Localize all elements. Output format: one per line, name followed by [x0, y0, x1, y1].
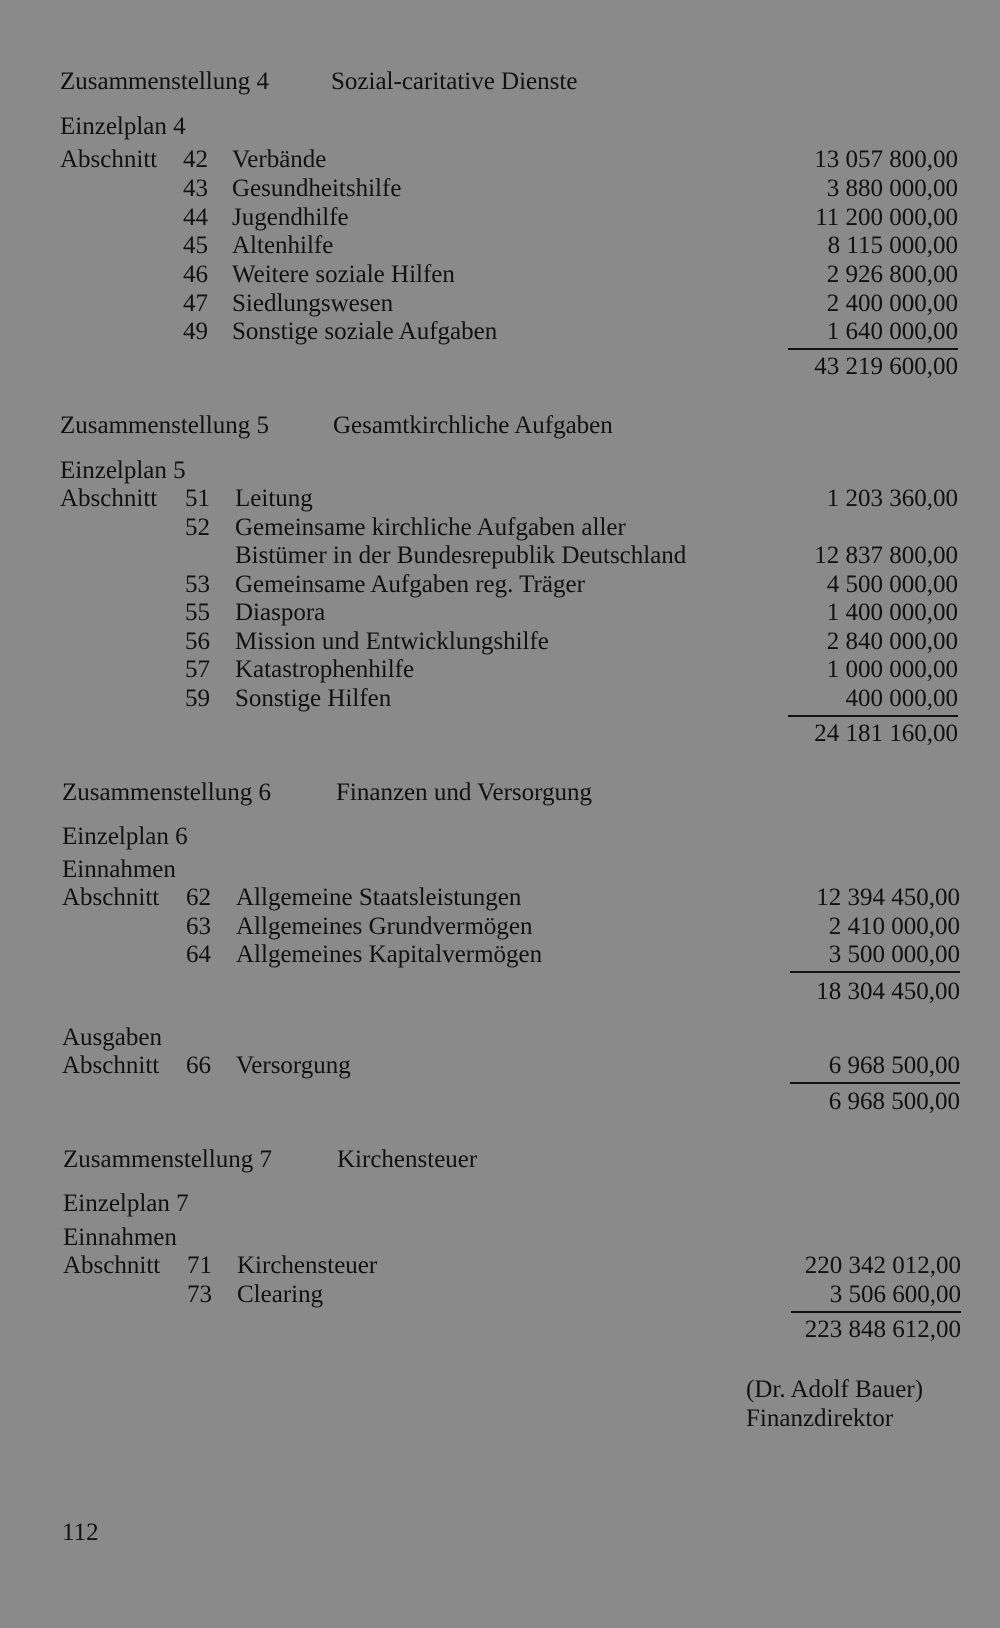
- abschnitt-label: Abschnitt: [62, 884, 160, 911]
- row-description: Sonstige soziale Aufgaben: [232, 318, 498, 345]
- table-row: [0, 1051, 1000, 1081]
- row-number: 66: [186, 1052, 211, 1079]
- row-amount: 3 880 000,00: [826, 175, 958, 202]
- row-description: Gesundheitshilfe: [232, 175, 402, 202]
- section-5-heading-title: Gesamtkirchliche Aufgaben: [333, 412, 613, 439]
- row-number: 73: [187, 1281, 212, 1308]
- row-amount: 12 837 800,00: [814, 542, 958, 569]
- table-row: [0, 260, 1000, 290]
- row-amount: 11 200 000,00: [815, 204, 958, 231]
- row-amount: 2 926 800,00: [826, 261, 958, 288]
- section-total: 18 304 450,00: [816, 978, 960, 1005]
- row-number: 62: [186, 884, 211, 911]
- row-description: Sonstige Hilfen: [235, 685, 392, 712]
- row-description: Diaspora: [235, 599, 326, 626]
- section-7-heading-label: Zusammenstellung 7: [63, 1146, 272, 1173]
- row-number: 44: [183, 204, 208, 231]
- page-number: 112: [62, 1519, 99, 1546]
- row-description: Allgemeines Kapitalvermögen: [236, 941, 543, 968]
- section-7-heading-title: Kirchensteuer: [337, 1146, 478, 1173]
- section-6-heading: [0, 778, 1000, 808]
- abschnitt-label: Abschnitt: [60, 485, 158, 512]
- row-amount: 3 506 600,00: [829, 1281, 961, 1308]
- section-7-total-row: [0, 1315, 1000, 1345]
- row-amount: 6 968 500,00: [828, 1052, 960, 1079]
- section-4-einzelplan: [0, 112, 1000, 142]
- einnahmen-label: Einnahmen: [62, 856, 176, 883]
- row-amount: 2 840 000,00: [826, 628, 958, 655]
- row-number: 63: [186, 913, 211, 940]
- row-amount: 2 410 000,00: [828, 913, 960, 940]
- row-number: 53: [185, 571, 210, 598]
- section-7-heading: [0, 1145, 1000, 1175]
- section-7-einnahmen: [0, 1223, 1000, 1253]
- row-number: 52: [185, 514, 210, 541]
- row-description: Katastrophenhilfe: [235, 656, 415, 683]
- table-row: [0, 484, 1000, 514]
- table-row: [0, 1251, 1000, 1281]
- row-description: Versorgung: [236, 1052, 351, 1079]
- abschnitt-label: Abschnitt: [62, 1052, 160, 1079]
- table-row: [0, 1280, 1000, 1310]
- section-4-heading-title: Sozial-caritative Dienste: [331, 68, 578, 95]
- table-row: [0, 912, 1000, 942]
- row-number: 59: [185, 685, 210, 712]
- row-number: 64: [186, 941, 211, 968]
- section-6-einnahmen: [0, 855, 1000, 885]
- row-number: 55: [185, 599, 210, 626]
- section-4-total-row: [0, 352, 1000, 382]
- table-row: [0, 317, 1000, 347]
- einzelplan-label: Einzelplan 6: [62, 823, 188, 850]
- row-amount: 8 115 000,00: [827, 232, 958, 259]
- einzelplan-label: Einzelplan 5: [60, 457, 186, 484]
- table-row: [0, 145, 1000, 175]
- abschnitt-label: Abschnitt: [60, 146, 158, 173]
- section-5-heading: [0, 411, 1000, 441]
- row-amount: 400 000,00: [845, 685, 958, 712]
- section-6-ausgaben: [0, 1023, 1000, 1053]
- section-4-heading-label: Zusammenstellung 4: [60, 68, 269, 95]
- row-amount: 2 400 000,00: [826, 290, 958, 317]
- einzelplan-label: Einzelplan 4: [60, 113, 186, 140]
- section-total: 24 181 160,00: [814, 720, 958, 747]
- section-6-heading-title: Finanzen und Versorgung: [336, 779, 592, 806]
- row-description: Kirchensteuer: [237, 1252, 378, 1279]
- row-number: 56: [185, 628, 210, 655]
- table-row: [0, 883, 1000, 913]
- table-row: [0, 940, 1000, 970]
- row-amount: 220 342 012,00: [804, 1252, 961, 1279]
- section-5-einzelplan: [0, 456, 1000, 486]
- table-row: [0, 513, 1000, 543]
- row-amount: 12 394 450,00: [816, 884, 960, 911]
- section-5-heading-label: Zusammenstellung 5: [60, 412, 269, 439]
- abschnitt-label: Abschnitt: [63, 1252, 161, 1279]
- row-description: Jugendhilfe: [232, 204, 349, 231]
- row-description: Clearing: [237, 1281, 324, 1308]
- signature-title: Finanzdirektor: [746, 1405, 894, 1432]
- row-number: 43: [183, 175, 208, 202]
- row-amount: 13 057 800,00: [814, 146, 958, 173]
- row-number: 45: [183, 232, 208, 259]
- row-number: 46: [183, 261, 208, 288]
- section-6-einzelplan: [0, 822, 1000, 852]
- row-description-continued: Bistümer in der Bundesrepublik Deutschland: [235, 542, 687, 569]
- einnahmen-label: Einnahmen: [63, 1224, 177, 1251]
- row-description: Leitung: [235, 485, 313, 512]
- row-description: Altenhilfe: [232, 232, 334, 259]
- row-amount: 4 500 000,00: [826, 571, 958, 598]
- row-description: Mission und Entwicklungshilfe: [235, 628, 549, 655]
- table-row: [0, 570, 1000, 600]
- table-row: [0, 289, 1000, 319]
- section-total: 43 219 600,00: [814, 353, 958, 380]
- ausgaben-label: Ausgaben: [62, 1024, 162, 1051]
- table-row: [0, 627, 1000, 657]
- row-amount: 3 500 000,00: [828, 941, 960, 968]
- row-amount: 1 203 360,00: [826, 485, 958, 512]
- section-4-heading: [0, 67, 1000, 97]
- row-description: Gemeinsame Aufgaben reg. Träger: [235, 571, 585, 598]
- row-number: 42: [183, 146, 208, 173]
- row-description: Allgemeines Grundvermögen: [236, 913, 533, 940]
- row-description: Gemeinsame kirchliche Aufgaben aller: [235, 514, 626, 541]
- row-number: 57: [185, 656, 210, 683]
- row-description: Allgemeine Staatsleistungen: [236, 884, 522, 911]
- row-number: 51: [185, 485, 210, 512]
- row-description: Verbände: [232, 146, 327, 173]
- table-row: [0, 655, 1000, 685]
- section-5-total-row: [0, 719, 1000, 749]
- row-number: 71: [187, 1252, 212, 1279]
- row-number: 47: [183, 290, 208, 317]
- table-row: [0, 174, 1000, 204]
- section-6-einnahmen-total-row: [0, 977, 1000, 1007]
- table-row: [0, 231, 1000, 261]
- row-amount: 1 400 000,00: [826, 599, 958, 626]
- section-6-heading-label: Zusammenstellung 6: [62, 779, 271, 806]
- row-description: Weitere soziale Hilfen: [232, 261, 455, 288]
- row-number: 49: [183, 318, 208, 345]
- row-amount: 1 640 000,00: [826, 318, 958, 345]
- table-row: [0, 684, 1000, 714]
- signature-name: (Dr. Adolf Bauer): [746, 1376, 924, 1403]
- einzelplan-label: Einzelplan 7: [63, 1190, 189, 1217]
- section-7-einzelplan: [0, 1189, 1000, 1219]
- section-total: 223 848 612,00: [804, 1316, 961, 1343]
- row-amount: 1 000 000,00: [826, 656, 958, 683]
- row-description: Siedlungswesen: [232, 290, 394, 317]
- table-row-continuation: [0, 541, 1000, 571]
- section-6-ausgaben-total-row: [0, 1087, 1000, 1117]
- section-total: 6 968 500,00: [828, 1088, 960, 1115]
- table-row: [0, 598, 1000, 628]
- table-row: [0, 203, 1000, 233]
